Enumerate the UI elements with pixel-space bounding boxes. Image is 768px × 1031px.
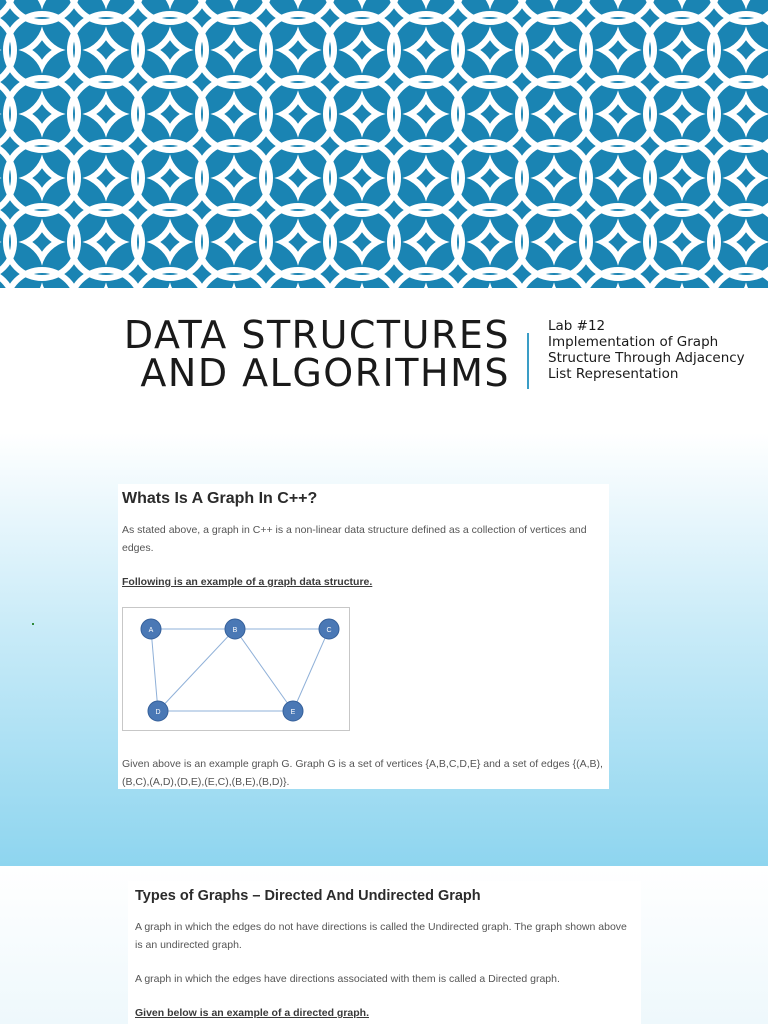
graph-node-label: C bbox=[326, 627, 332, 634]
title-line-1: DATA STRUCTURES bbox=[123, 313, 510, 357]
graph-node-c bbox=[319, 619, 339, 639]
bullet-dot bbox=[32, 623, 34, 625]
graph-node-label: D bbox=[155, 709, 161, 716]
graph-types-card bbox=[128, 881, 641, 1031]
graph-edges bbox=[148, 627, 332, 711]
undirected-graph-paragraph: A graph in which the edges do not have directions is called the Undirected graph. The graph shown above is an undirected graph. bbox=[135, 921, 627, 951]
graph-node-label: A bbox=[148, 627, 154, 634]
graph-node-b bbox=[225, 619, 245, 639]
graph-example-caption: Following is an example of a graph data structure. bbox=[122, 576, 373, 588]
directed-graph-example-caption: Given below is an example of a directed graph. bbox=[135, 1007, 369, 1019]
graph-node-d bbox=[148, 701, 168, 721]
subtitle-line-3: Structure Through Adjacency bbox=[548, 350, 745, 366]
graph-node-a bbox=[141, 619, 161, 639]
example-graph-figure bbox=[122, 607, 350, 731]
subtitle-line-4: List Representation bbox=[548, 366, 679, 382]
graph-set-description: Given above is an example graph G. Graph G is a set of vertices {A,B,C,D,E} and a set of edges {(A,B),(B,C),(A,D),(D,E),(E,C),(B,E),(B,D)}. bbox=[122, 758, 603, 788]
graph-edge-e-c bbox=[293, 627, 332, 711]
graph-definition-paragraph: As stated above, a graph in C++ is a non-linear data structure defined as a collection of vertices and edges. bbox=[122, 524, 587, 554]
presentation-title bbox=[123, 313, 510, 395]
presentation-subtitle bbox=[548, 318, 753, 382]
graph-edge-b-d bbox=[158, 629, 235, 711]
title-line-2: AND ALGORITHMS bbox=[140, 351, 510, 395]
graph-nodes bbox=[141, 619, 339, 721]
graph-types-heading: Types of Graphs – Directed And Undirected Graph bbox=[135, 888, 481, 904]
circle-lattice-pattern bbox=[0, 0, 768, 288]
graph-edge-b-e bbox=[232, 627, 293, 711]
subtitle-line-2: Implementation of Graph bbox=[548, 334, 719, 350]
slide-graph-types bbox=[0, 866, 768, 1024]
graph-node-e bbox=[283, 701, 303, 721]
graph-edge-a-d bbox=[148, 627, 158, 711]
graph-node-label: E bbox=[290, 709, 296, 716]
decorative-pattern-banner bbox=[0, 0, 768, 288]
example-graph-diagram bbox=[123, 608, 349, 730]
graph-definition-card bbox=[118, 484, 609, 789]
title-divider bbox=[527, 333, 529, 389]
graph-node-label: B bbox=[232, 627, 238, 634]
subtitle-lab-number: Lab #12 bbox=[548, 318, 606, 334]
directed-graph-paragraph: A graph in which the edges have directions associated with them is called a Directed graph. bbox=[135, 973, 560, 985]
graph-definition-heading: Whats Is A Graph In C++? bbox=[122, 490, 318, 507]
slide-graph-definition bbox=[0, 433, 768, 866]
